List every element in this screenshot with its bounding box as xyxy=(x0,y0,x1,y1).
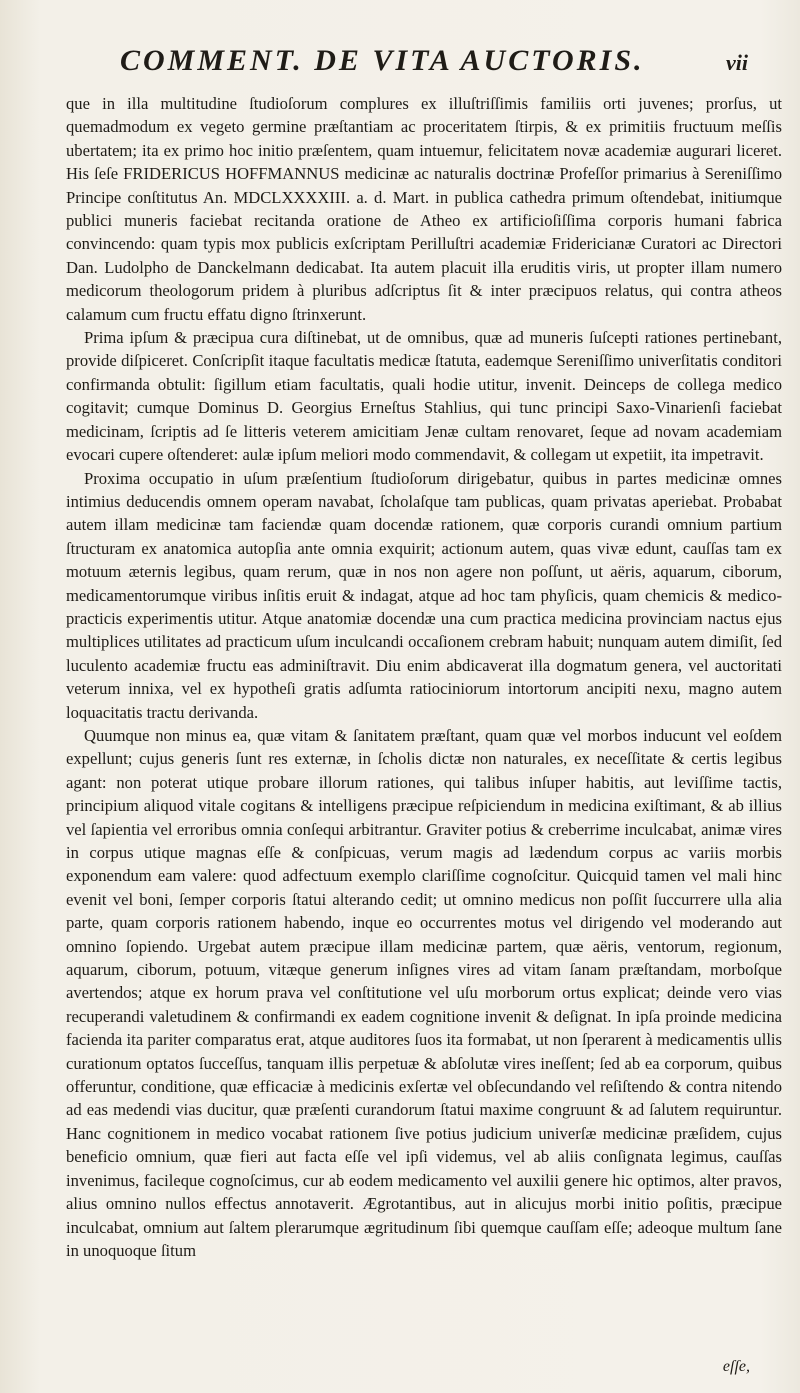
paragraph: Quumque non minus ea, quæ vitam & ſanitatem præſtant, quam quæ vel morbos inducunt vel eoſdem expellunt; cujus generis ſunt res externæ, in ſcholis dictæ non naturales, ex neceſſitate & certis legibus agant: non poterat utique probare illorum rationes, qui talibus inſuper habitis, aut leviſſime tactis, principium aliquod vitale cogitans & intelligens præcipue reſpiciendum in medicina exiſtimant, & ab illius vel ſapientia vel erroribus omnia conſequi arbitrantur. Graviter potius & creberrime inculcabat, animæ vires in corpus utique magnas eſſe & conſpicuas, verum magis ad lædendum corpus ac variis morbis exponendum eam valere: quod adfectuum exemplo clariſſime cognoſcitur. Quicquid tamen vel mali hinc evenit vel boni, ſemper corporis ſtatui alterando cedit; ut omnino medicus non poſſit ſuccurrere ulla alia parte, quam corporis rationem habendo, inque eo occurrentes motus vel dirigendo vel moderando aut omnino ſopiendo. Urgebat autem præcipue illam medicinæ partem, quæ aëris, ventorum, regionum, aquarum, ciborum, potuum, vitæque generum inſignes vires ad vitam ſanam præſtandam, morboſque avertendos; atque ex horum prava vel conſtitutione vel uſu morborum ortus explicat; deinde vero vias recuperandi valetudinem & confirmandi ex eadem cognitione invenit & deſignat. In ipſa proinde medicina facienda ita pariter comparatus erat, atque auditores ſuos ita formabat, ut non ſperarent à medicamentis ullis curationum optatos ſucceſſus, tanquam illis perpetuæ & abſolutæ vires ineſſent; ſed ab ea corporum, quibus offeruntur, conditione, quæ efficaciæ à medicinis exſertæ vel obſecundando vel reſiſtendo & contra nitendo ad eas medendi vias ducitur, quæ præſenti curandorum ſtatui maxime congruunt & ad ſalutem requiruntur. Hanc cognitionem in medico vocabat rationem ſive potius judicium univerſæ medicinæ præſidem, cujus beneficio omnium, quæ fieri aut facta eſſe vel ipſi videmus, vel ab aliis conſignata legimus, cauſſas invenimus, facileque cognoſcimus, cur ab eodem medicamento vel auxilii genere hic optimos, alter pravos, alius omnino nullos effectus annotaverit. Ægrotantibus, aut in alicujus morbi initio poſitis, præcipue inculcabat, omnium aut ſaltem plerarumque ægritudinum ſibi quemque cauſſam eſſe; adeoque multum ſane in unoquoque ſitum xyxy=(66,725,782,1260)
paragraph: Proxima occupatio in uſum præſentium ſtudioſorum dirigebatur, quibus in partes medicinæ omnes intimius deducendis omnem operam navabat, ſcholaſque tam publicas, quam privatas aperiebat. Probabat autem illam medicinæ tam faciendæ quam docendæ rationem, quæ corporis curandi omnium partium ſtructuram ex anatomica autopſia ante omnia exquirit; actionum autem, quas vivæ edunt, cauſſas tam ex motuum æternis legibus, quam rerum, quæ in nos non agere non poſſunt, ut aëris, aquarum, ciborum, medicamentorumque viribus inſitis eruit & indagat, atque ad hoc tam phyſicis, quam chemicis & medico-practicis experimentis utitur. Atque anatomiæ docendæ una cum practica medicina provinciam nactus ejus multiplices utilitates ad practicum uſum inculcandi occaſionem crebram habuit; nunquam autem dimiſit, ſed luculento academiæ fructu eas adminiſtravit. Diu enim abdicaverat illa dogmatum genera, vel auctoritati veterum innixa, vel ex hypotheſi gratis adſumta ratiociniorum intortorum ancipiti nexu, magno autem loquacitatis tractu derivanda. xyxy=(66,468,782,722)
running-title: COMMENT. DE VITA AUCTORIS. xyxy=(120,44,645,77)
catchword: eſſe, xyxy=(722,1358,750,1375)
paragraph: Prima ipſum & præcipua cura diſtinebat, ut de omnibus, quæ ad muneris ſuſcepti rationes pertinebant, provide diſpiceret. Conſcripſit itaque facultatis medicæ ſtatuta, eademque Sereniſſimo univerſitatis conditori confirmanda obtulit: ſigillum etiam facultatis, quali hodie utitur, invenit. Deinceps de collega medico cogitavit; cumque Dominus D. Georgius Erneſtus Stahlius, qui tunc principi Saxo-Vinarienſi faciebat medicinam, ſcriptis ad ſe litteris veterem amicitiam Jenæ cultam renovaret, ſeque ad novam academiam evocari cupere oſtenderet: aulæ ipſum meliori modo commendavit, & collegam ut expetiit, ita impetravit. xyxy=(66,328,782,465)
paragraph: que in illa multitudine ſtudioſorum complures ex illuſtriſſimis familiis orti juvenes; prorſus, ut quemadmodum ex vegeto germine præſtantiam ac proceritatem ſtirpis, & ex primitiis fructuum meſſis ubertatem; ita ex primo hoc initio præſentem, quam intuemur, felicitatem novæ academiæ augurari liceret. His ſeſe FRIDERICUS HOFFMANNUS medicinæ ac naturalis doctrinæ Profeſſor primarius à Sereniſſimo Principe conſtitutus An. MDCLXXXXIII. a. d. Mart. in publica cathedra primum oſtendebat, initiumque publici muneris faciebat recitanda oratione de Atheo ex artificioſiſſima corporis humani fabrica convincendo: quam typis mox publicis exſcriptam Perilluſtri academiæ Fridericianæ Curatori ac Directori Dan. Ludolpho de Danckelmann dedicabat. Ita autem placuit illa eruditis viris, ut propter illam numero medicorum theologorum pridem à pluribus adſcriptus ſit & inter præcipuos relatus, qui contra atheos calamum cum fructu effatu digno ſtrinxerunt. xyxy=(66,94,782,324)
page-number: vii xyxy=(726,50,748,75)
body-text xyxy=(66,92,782,1262)
page-header xyxy=(120,44,748,88)
